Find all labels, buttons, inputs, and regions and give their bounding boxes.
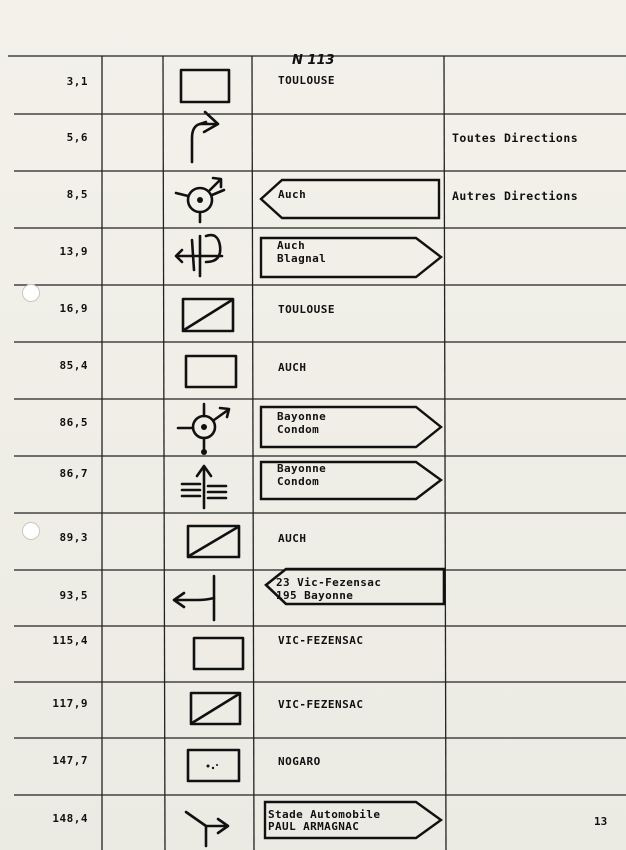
km-cell: 86,7 (59, 467, 88, 480)
sign-line: Stade Automobile (268, 808, 381, 821)
km-cell: 148,4 (52, 812, 88, 825)
direction-text: VIC-FEZENSAC (278, 634, 364, 647)
sign-line: Condom (277, 475, 320, 488)
km-cell: 8,5 (66, 188, 88, 201)
square-icon (186, 356, 236, 387)
page-number: 13 (594, 815, 608, 828)
note-text: Autres Directions (452, 189, 579, 203)
sign-line: 195 Bayonne (276, 589, 354, 602)
left-turn-icon (174, 576, 214, 620)
dotted-square-icon (188, 750, 239, 781)
square-icon (194, 638, 243, 669)
direction-text: TOULOUSE (278, 74, 335, 87)
right-turn-icon (192, 112, 218, 162)
right-fork-icon (186, 812, 228, 846)
km-cell: 5,6 (66, 131, 88, 144)
sign-line: 23 Vic-Fezensac (276, 576, 382, 589)
km-cell: 86,5 (59, 416, 88, 429)
km-cell: 115,4 (52, 634, 88, 647)
km-cell: 13,9 (59, 245, 88, 258)
sign-line: Bayonne (277, 462, 327, 475)
km-cell: 3,1 (66, 75, 88, 88)
roundabout-icon (176, 178, 224, 222)
crossed-square-icon (188, 526, 239, 557)
km-cell: 147,7 (52, 754, 88, 767)
roundabout-exit-icon (178, 404, 229, 455)
direction-text: AUCH (278, 361, 307, 374)
direction-text: NOGARO (278, 755, 321, 768)
direction-text: AUCH (278, 532, 307, 545)
crossed-square-icon (191, 693, 240, 724)
sign-line: Bayonne (277, 410, 327, 423)
km-cell: 85,4 (59, 359, 88, 372)
direction-text: TOULOUSE (278, 303, 335, 316)
route-label: N 113 (292, 53, 335, 68)
sign-line: Condom (277, 423, 320, 436)
km-cell: 117,9 (52, 697, 88, 710)
km-cell: 16,9 (59, 302, 88, 315)
interchange-icon (176, 235, 222, 276)
straight-ahead-icon (182, 466, 226, 508)
square-icon (181, 70, 229, 102)
note-text: Toutes Directions (452, 131, 579, 145)
sign-line: Blagnal (277, 252, 327, 265)
crossed-square-icon (183, 299, 233, 331)
sign-line: PAUL ARMAGNAC (268, 820, 360, 833)
km-cell: 89,3 (59, 531, 88, 544)
direction-text: VIC-FEZENSAC (278, 698, 364, 711)
km-cell: 93,5 (59, 589, 88, 602)
sign-line: Auch (277, 239, 306, 252)
sign-line: Auch (278, 188, 307, 201)
